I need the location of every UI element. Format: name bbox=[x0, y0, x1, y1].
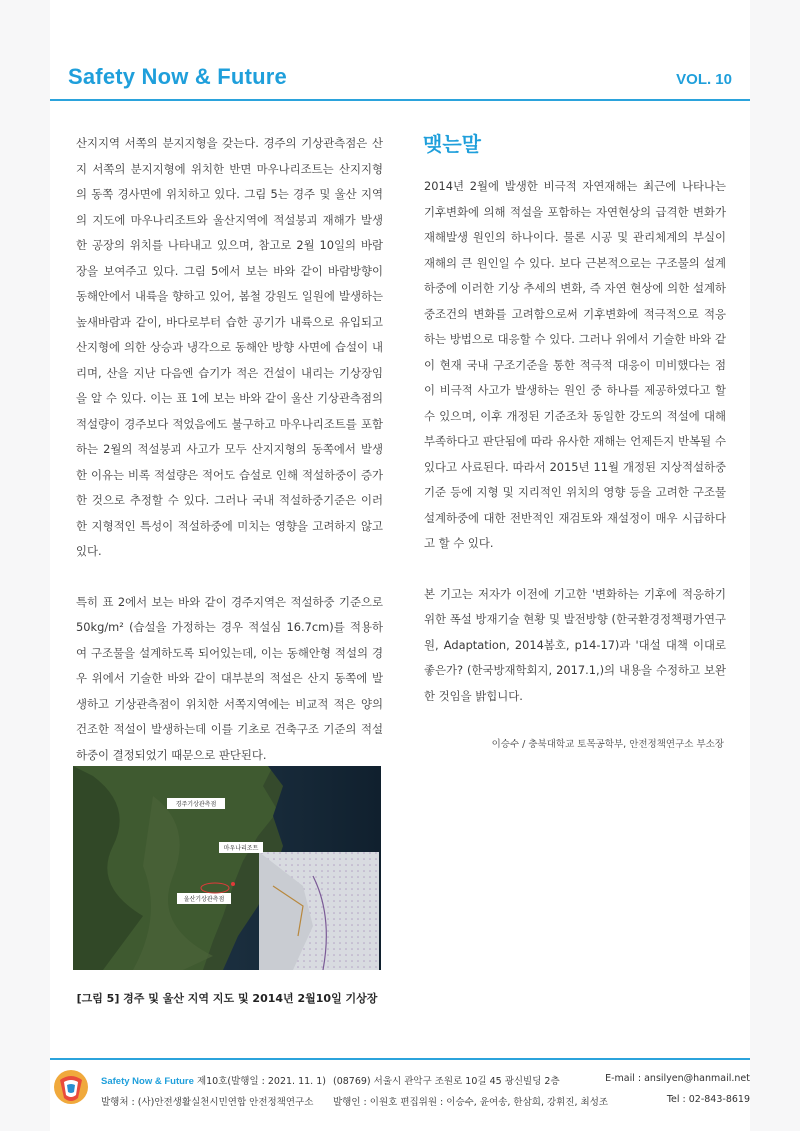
section-title: 맺는말 bbox=[423, 132, 481, 156]
header-divider bbox=[50, 99, 750, 101]
right-column bbox=[424, 174, 726, 709]
map-figure bbox=[73, 766, 381, 970]
footer-address: (08769) 서울시 관악구 조원로 10길 45 광신빌딩 2층 bbox=[333, 1076, 560, 1087]
label-mauna-resort: 마우나리조트 bbox=[223, 845, 259, 852]
footer-brand: Safety Now & Future bbox=[101, 1076, 194, 1087]
footer-issue: 제10호(발행일 : 2021. 11. 1) bbox=[196, 1076, 326, 1087]
footer-publisher-person: 발행인 : 이원호 편집위원 : 이승수, 윤여송, 한삼희, 강휘진, 최성조 bbox=[333, 1097, 609, 1108]
magazine-title: Safety Now & Future bbox=[68, 64, 287, 89]
footer-divider bbox=[50, 1058, 750, 1060]
body-paragraph: 산지지역 서쪽의 분지지형을 갖는다. 경주의 기상관측점은 산지 서쪽의 분지지형에 위치한 반면 마우나리조트는 산지지형의 동쪽 경사면에 위치하고 있다. 그림 5는 경주 및 울산 지역의 지도에 마우나리조트와 울산지역에 적설붕괴 재해가 발생한 공장의 위치를 나타내고 있으며, 참고로 2월 10일의 바람장을 보여주고 있다. 그림 5에서 보는 바와 같이 바람방향이 동해안에서 내륙을 향하고 있어, 봄철 강원도 일원에 발생하는 높새바람과 같이, 바다로부터 습한 공기가 내륙으로 유입되고 산지형에 의한 상승과 냉각으로 동해안 방향 사면에 습설이 내리며, 산을 지난 다음엔 습기가 적은 건설이 내리는 기상장임을 알 수 있다. 이는 표 1에 보는 바와 같이 울산 기상관측점의 적설량이 경주보다 적었음에도 불구하고 마우나리조트를 포함하는 2월의 적설붕괴 사고가 모두 산지지형의 동쪽에서 발생한 이유는 비록 적설량은 적어도 습설로 인해 적설하중이 증가한 것으로 추정할 수 있다. 그러나 국내 적설하중기준은 이러한 지형적인 특성이 적설하중에 미치는 영향을 고려하지 않고 있다. bbox=[76, 136, 383, 558]
left-column bbox=[76, 131, 383, 768]
organization-logo bbox=[52, 1068, 90, 1106]
footer-publisher-org: 발행처 : (사)안전생활실천시민연합 안전정책연구소 bbox=[101, 1097, 314, 1108]
author-credit: 이승수 / 충북대학교 토목공학부, 안전정책연구소 부소장 bbox=[491, 739, 724, 750]
satellite-map-image bbox=[73, 766, 381, 970]
footer-tel: Tel : 02-843-8619 bbox=[666, 1094, 750, 1105]
footer-brand-line bbox=[101, 1073, 326, 1087]
label-ulsan-station: 울산기상관측점 bbox=[183, 896, 225, 903]
footer-email[interactable]: E-mail : ansilyen@hanmail.net bbox=[605, 1073, 750, 1084]
body-paragraph: 특히 표 2에서 보는 바와 같이 경주지역은 적설하중 기준으로 50kg/m² (습설을 가정하는 경우 적설심 16.7cm)를 적용하여 구조물을 설계하도록 되어있는데, 이는 동해안형 적설의 경우 위에서 기술한 바와 같이 대부분의 적설은 산지 동쪽에 발생하고 기상관측점이 위치한 서쪽지역에는 비교적 적은 양의 건조한 적설이 발생하는데 이를 기초로 건축구조 기준의 적설하중이 결정되었기 때문으로 판단된다. bbox=[76, 594, 383, 762]
body-paragraph: 2014년 2월에 발생한 비극적 자연재해는 최근에 나타나는 기후변화에 의해 적설을 포함하는 자연현상의 급격한 변화가 재해발생 원인의 하나이다. 물론 시공 및 관리체계의 부실이 재해의 큰 원인일 수 있다. 보다 근본적으로는 구조물의 설계하중에 이러한 기상 추세의 변화, 즉 자연 현상에 의한 설계하중조건의 변화를 고려함으로써 기후변화에 적극적으로 적응하는 방법으로 대응할 수 있다. 그러나 위에서 기술한 바와 같이 현재 국내 구조기준을 통한 적극적 대응이 미비했다는 점이 비극적 사고가 발생하는 원인 중 하나를 제공하였다고 할 수 있으며, 이후 개정된 기준조차 동일한 강도의 적설에 대해 부족하다고 판단됨에 따라 유사한 재해는 언제든지 반복될 수 있다고 사료된다. 따라서 2015년 11월 개정된 지상적설하중 기준 등에 지형 및 지리적인 위치의 영향 등을 고려한 구조물 설계하중에 대한 전반적인 재검토와 재설정이 매우 시급하다고 할 수 있다. bbox=[424, 179, 726, 550]
figure-caption: [그림 5] 경주 및 울산 지역 지도 및 2014년 2월10일 기상장 bbox=[76, 992, 378, 1005]
body-paragraph: 본 기고는 저자가 이전에 기고한 '변화하는 기후에 적응하기 위한 폭설 방재기술 현황 및 발전방향 (한국환경정책평가연구원, Adaptation, 2014봄호, p14-17)과 '대설 대책 이대로 좋은가? (한국방재학회지, 2017.1,)의 내용을 수정하고 보완한 것임을 밝힙니다. bbox=[424, 586, 726, 703]
label-gyeongju-station: 경주기상관측점 bbox=[175, 801, 217, 808]
volume-number: VOL. 10 bbox=[676, 71, 732, 88]
